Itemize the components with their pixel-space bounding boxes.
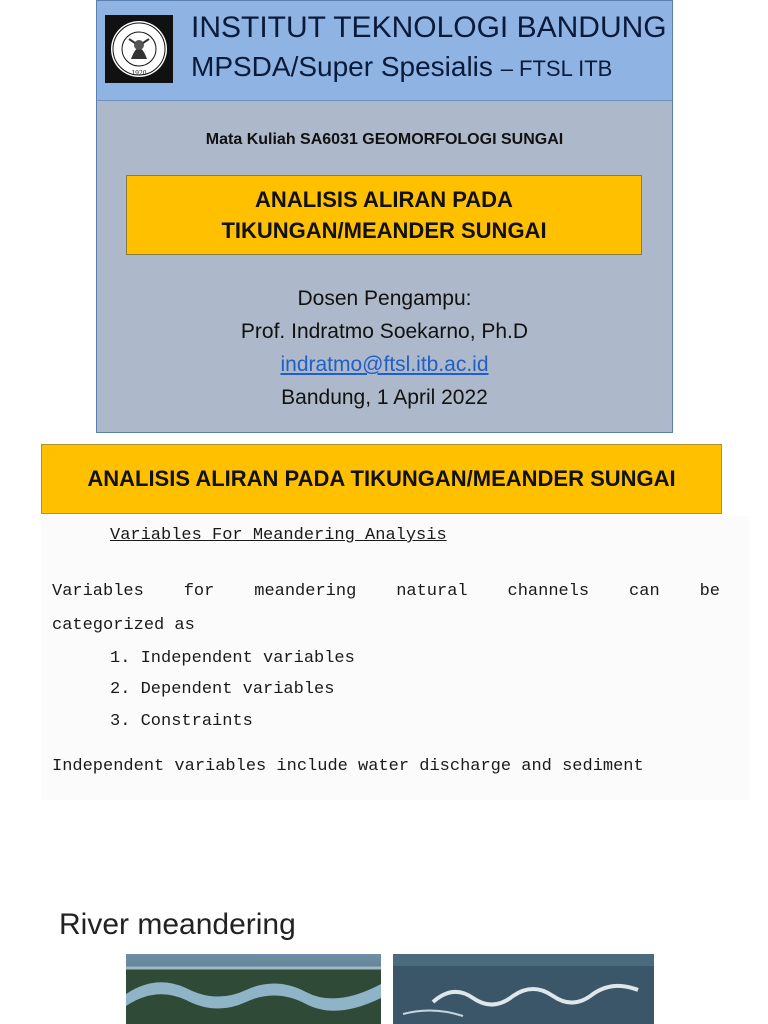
scanned-text [41, 516, 749, 800]
scan-row-1 [52, 582, 720, 601]
program-suffix: – FTSL ITB [500, 56, 613, 81]
list-item: 1. Independent variables [110, 649, 355, 668]
title-slide [96, 0, 673, 433]
itb-logo-icon [105, 15, 173, 83]
topic-line-2: TIKUNGAN/MEANDER SUNGAI [221, 218, 547, 243]
topic-box [126, 175, 642, 255]
place-date: Bandung, 1 April 2022 [281, 386, 488, 409]
list-item: 3. Constraints [110, 712, 253, 731]
topic-line-1: ANALISIS ALIRAN PADA [255, 187, 513, 212]
logo-year: 1920 [131, 70, 147, 77]
aerial-river-photo-2 [393, 954, 654, 1024]
scan-word: channels [507, 582, 590, 601]
river-meandering-title: River meandering [59, 908, 296, 941]
scan-heading: Variables For Meandering Analysis [110, 526, 447, 545]
scan-word: natural [396, 582, 468, 601]
scan-last-line: Independent variables include water discharge and sediment [52, 757, 644, 776]
scan-word: meandering [254, 582, 357, 601]
slide-header [97, 1, 672, 101]
scan-row-2: categorized as [52, 616, 195, 635]
institution-title: INSTITUT TEKNOLOGI BANDUNG [191, 11, 667, 44]
scan-word: be [699, 582, 720, 601]
email-link[interactable]: indratmo@ftsl.itb.ac.id [280, 353, 489, 376]
aerial-river-photo-1 [126, 954, 381, 1024]
program-title [191, 51, 612, 83]
lecturer-info [97, 282, 672, 414]
course-title: Mata Kuliah SA6031 GEOMORFOLOGI SUNGAI [205, 131, 564, 148]
lecturer-label: Dosen Pengampu: [297, 287, 472, 310]
scan-word: can [629, 582, 660, 601]
list-item: 2. Dependent variables [110, 680, 335, 699]
lecturer-name: Prof. Indratmo Soekarno, Ph.D [240, 320, 529, 343]
section-banner: ANALISIS ALIRAN PADA TIKUNGAN/MEANDER SUNGAI [41, 444, 722, 514]
scan-word: Variables [52, 582, 144, 601]
scan-word: for [183, 582, 215, 601]
program-name: MPSDA/Super Spesialis [191, 51, 493, 82]
